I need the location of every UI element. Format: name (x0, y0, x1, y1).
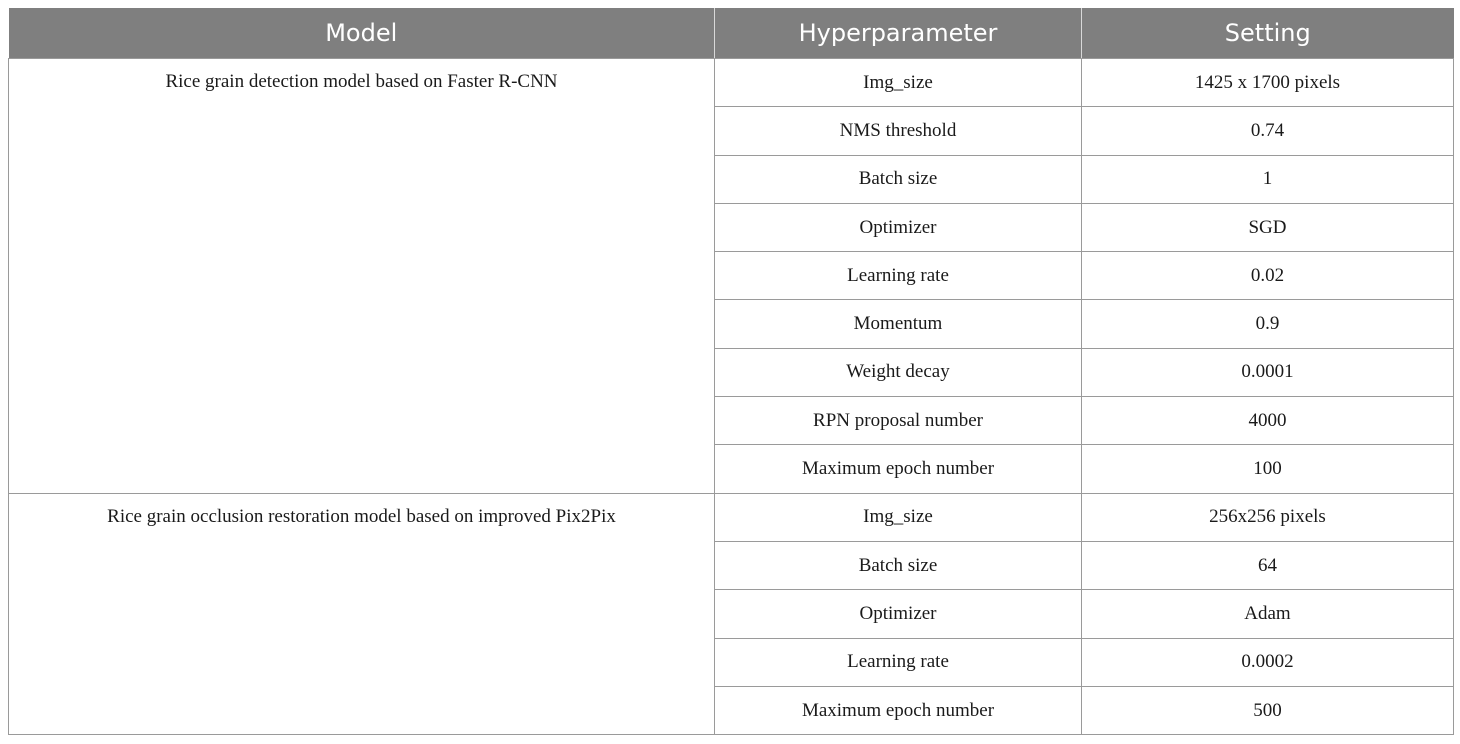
setting-cell: 64 (1082, 541, 1454, 589)
table-header (9, 8, 1454, 59)
param-cell: Batch size (715, 541, 1082, 589)
setting-cell: 1425 x 1700 pixels (1082, 59, 1454, 107)
setting-cell: Adam (1082, 590, 1454, 638)
setting-cell: 0.0002 (1082, 638, 1454, 686)
param-cell: Maximum epoch number (715, 686, 1082, 734)
table-row (9, 59, 1454, 107)
param-cell: RPN proposal number (715, 397, 1082, 445)
param-cell: Img_size (715, 493, 1082, 541)
param-cell: Batch size (715, 155, 1082, 203)
model-name: Rice grain detection model based on Faster R-CNN (165, 71, 558, 92)
param-cell: NMS threshold (715, 107, 1082, 155)
setting-cell: 0.0001 (1082, 348, 1454, 396)
param-cell: Optimizer (715, 590, 1082, 638)
model-cell-faster-rcnn (9, 59, 715, 494)
setting-cell: SGD (1082, 203, 1454, 251)
setting-cell: 4000 (1082, 397, 1454, 445)
header-setting: Setting (1082, 8, 1454, 59)
setting-cell: 0.74 (1082, 107, 1454, 155)
param-cell: Learning rate (715, 252, 1082, 300)
header-row (9, 8, 1454, 59)
param-cell: Momentum (715, 300, 1082, 348)
setting-cell: 0.9 (1082, 300, 1454, 348)
setting-cell: 500 (1082, 686, 1454, 734)
header-model: Model (9, 8, 715, 59)
table-body (9, 59, 1454, 735)
setting-cell: 100 (1082, 445, 1454, 493)
param-cell: Img_size (715, 59, 1082, 107)
param-cell: Maximum epoch number (715, 445, 1082, 493)
setting-cell: 1 (1082, 155, 1454, 203)
hyperparameter-table (8, 8, 1454, 735)
param-cell: Weight decay (715, 348, 1082, 396)
model-cell-pix2pix (9, 493, 715, 734)
table-row (9, 493, 1454, 541)
setting-cell: 256x256 pixels (1082, 493, 1454, 541)
param-cell: Optimizer (715, 203, 1082, 251)
param-cell: Learning rate (715, 638, 1082, 686)
setting-cell: 0.02 (1082, 252, 1454, 300)
model-name: Rice grain occlusion restoration model based on improved Pix2Pix (107, 505, 616, 527)
header-hyperparameter: Hyperparameter (715, 8, 1082, 59)
